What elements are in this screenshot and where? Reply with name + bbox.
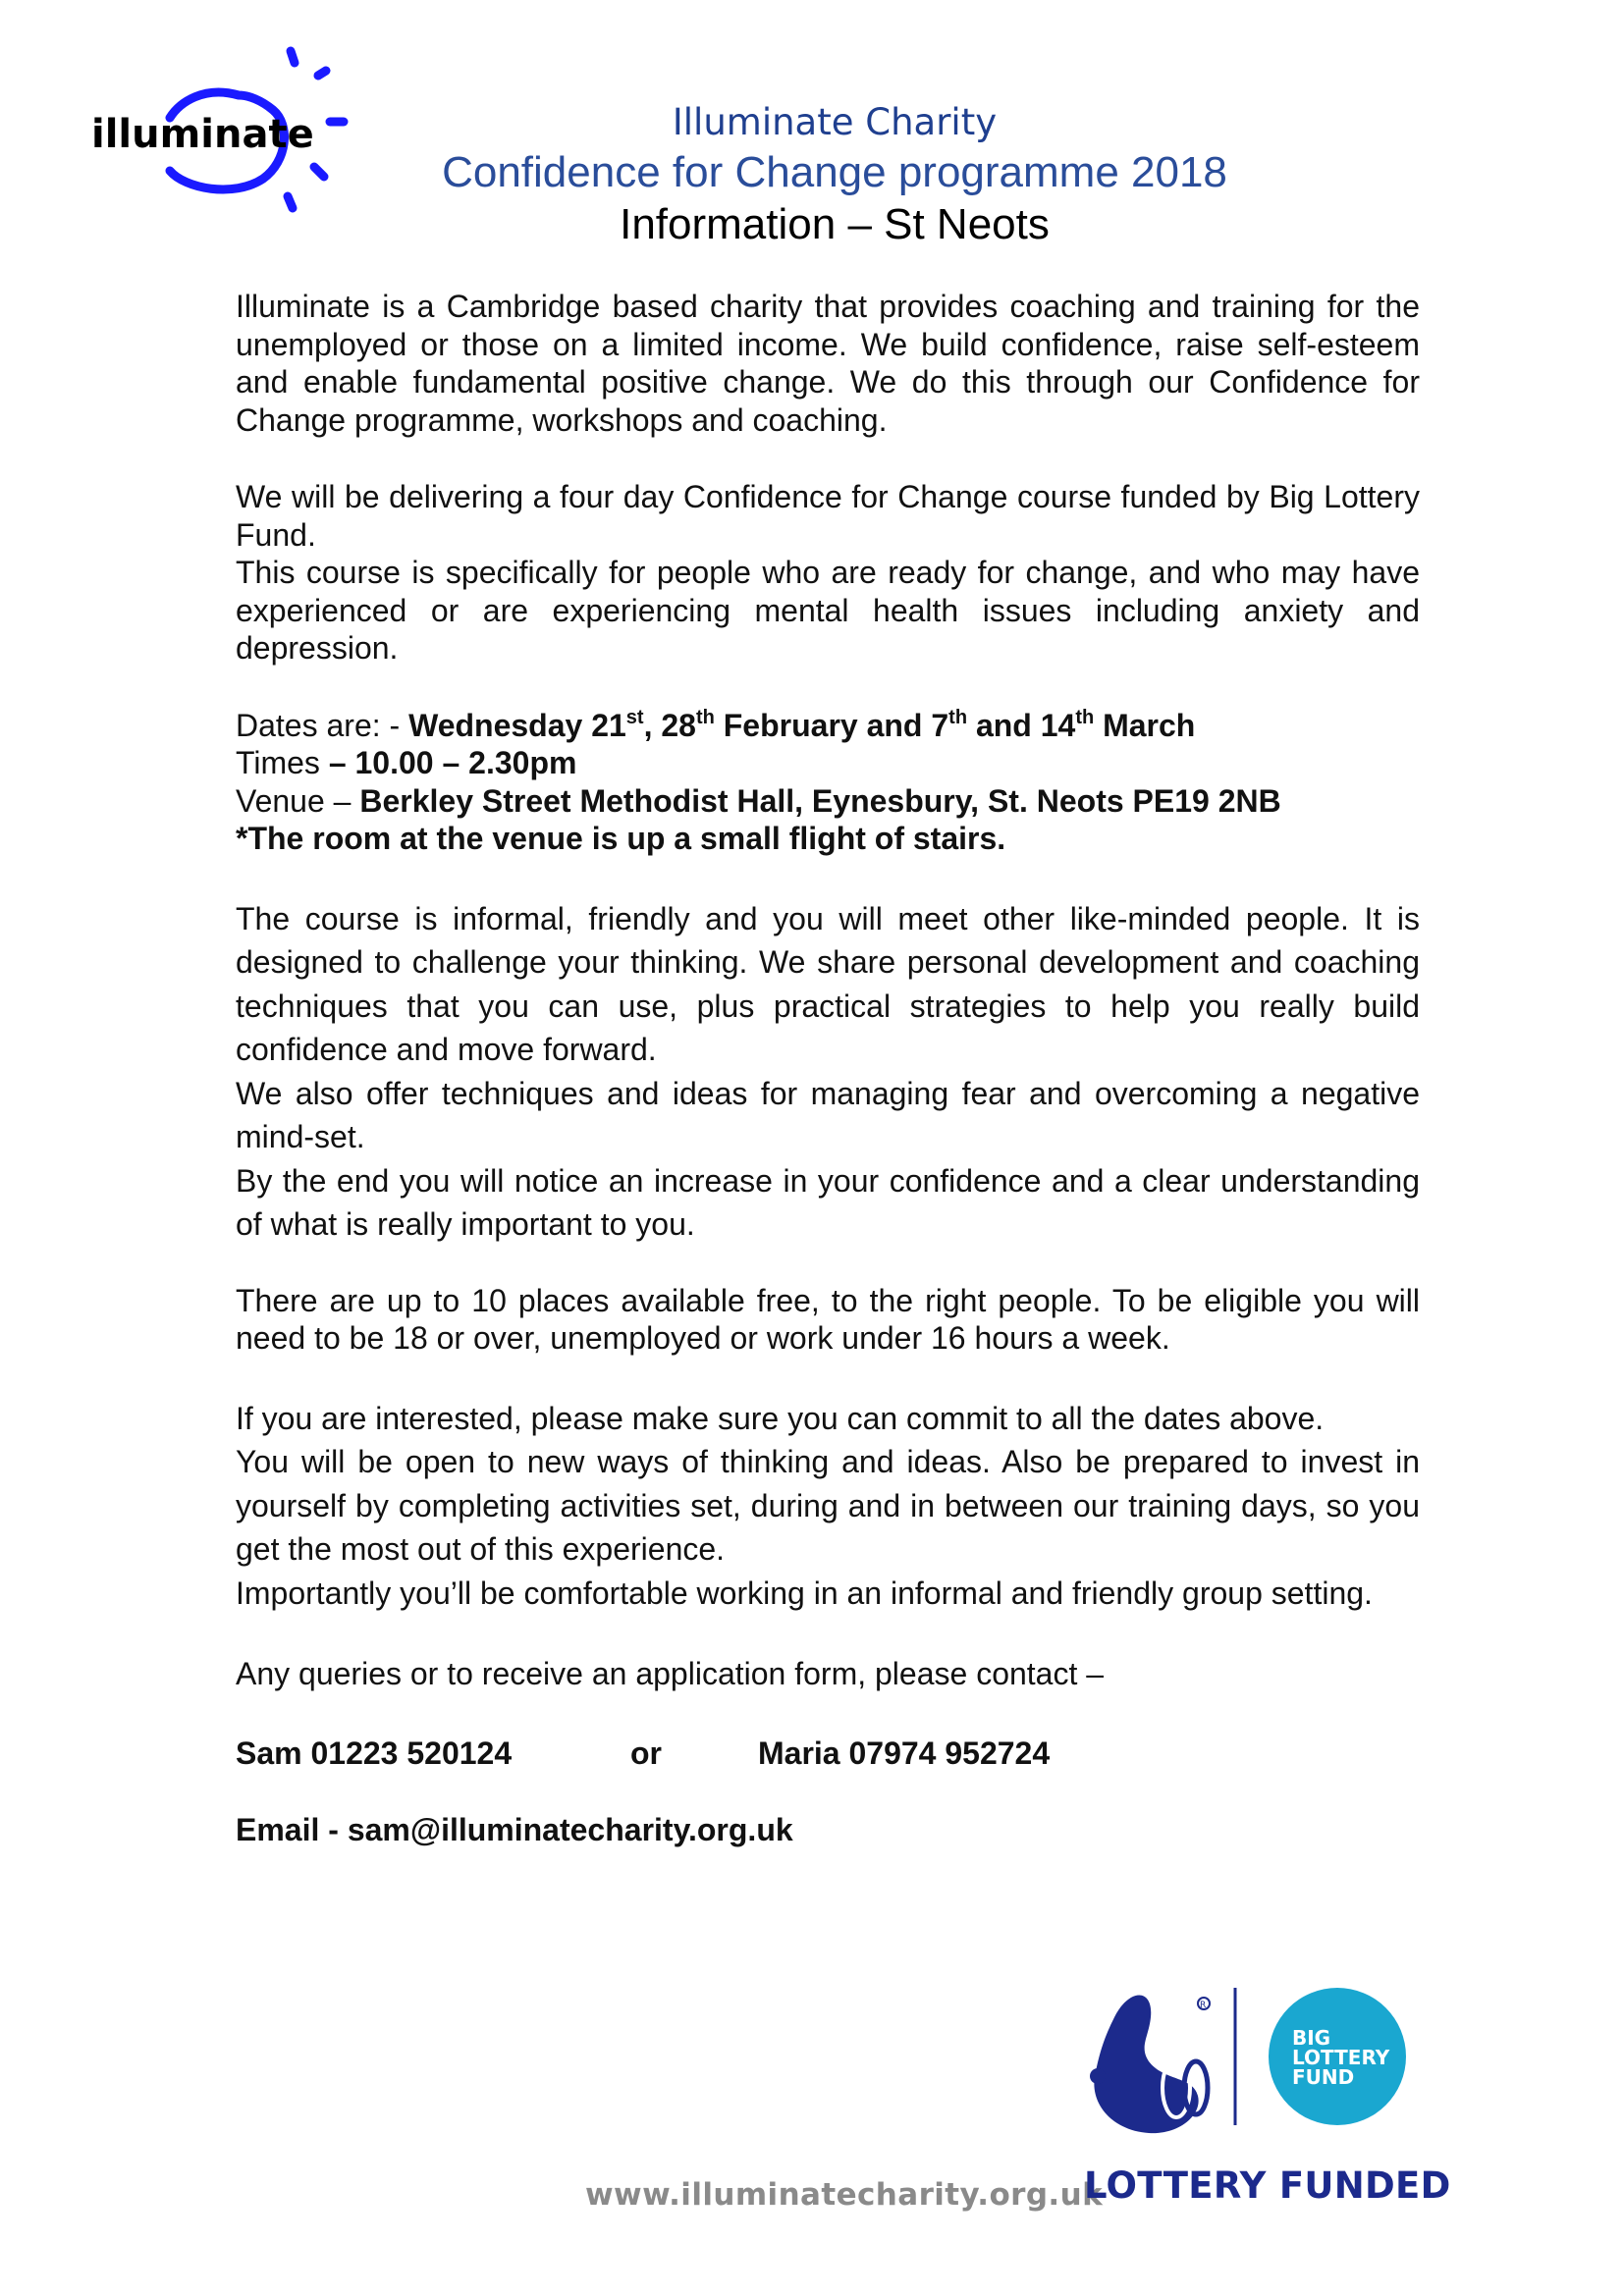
contact-or: or xyxy=(630,1735,662,1771)
venue-label: Venue – xyxy=(236,782,360,819)
info-title: Information – St Neots xyxy=(620,200,1050,248)
commitment-paragraph-1: If you are interested, please make sure you can commit to all the dates above. xyxy=(236,1400,1325,1436)
document-body xyxy=(236,288,1420,1849)
about-paragraph-2: We also offer techniques and ideas for managing fear and overcoming a negative mind-set. xyxy=(236,1075,1420,1154)
footer-url: www.illuminatecharity.org.uk xyxy=(585,2177,1104,2213)
document-header xyxy=(412,98,1257,251)
course-details xyxy=(236,707,1420,858)
contact-maria: Maria 07974 952724 xyxy=(758,1735,1051,1771)
venue-value: Berkley Street Methodist Hall, Eynesbury, St. Neots PE19 2NB xyxy=(359,782,1281,819)
illuminate-logo xyxy=(86,41,361,218)
places-paragraph: There are up to 10 places available free, to the right people. To be eligible you will need to be 18 or over, unemployed or work under 16 hours a week. xyxy=(236,1282,1420,1356)
blf-line-1: BIG xyxy=(1292,2026,1331,2050)
dates-label: Dates are: - xyxy=(236,707,409,743)
contact-intro: Any queries or to receive an application form, please contact – xyxy=(236,1656,1105,1691)
blf-line-3: FUND xyxy=(1292,2065,1355,2089)
lottery-logos xyxy=(1080,1978,1424,2145)
commitment-paragraph-2: You will be open to new ways of thinking and ideas. Also be prepared to invest in yourself by completing activities set, during and in between our training days, so you get the most out of this experience. xyxy=(236,1444,1420,1567)
blf-line-2: LOTTERY xyxy=(1292,2046,1390,2069)
dates-line xyxy=(236,707,1420,745)
course-paragraph-1: We will be delivering a four day Confidence for Change course funded by Big Lottery Fund. xyxy=(236,479,1420,553)
contact-phones xyxy=(236,1734,1420,1773)
contact-sam: Sam 01223 520124 xyxy=(236,1735,513,1771)
logo-wordmark: illuminate xyxy=(91,112,314,157)
contact-email: Email - sam@illuminatecharity.org.uk xyxy=(236,1811,793,1847)
times-label: Times xyxy=(236,745,329,780)
about-paragraph-3: By the end you will notice an increase in your confidence and a clear understanding of what is really important to you. xyxy=(236,1162,1420,1242)
venue-line xyxy=(236,782,1420,821)
course-paragraph-2: This course is specifically for people who are ready for change, and who may have experienced or are experiencing mental health issues including anxiety and depression. xyxy=(236,555,1420,666)
org-title: Illuminate Charity xyxy=(672,101,998,143)
about-paragraph-1: The course is informal, friendly and you will meet other like-minded people. It is designed to challenge your thinking. We share personal development and coaching techniques that you can use, plus practical strategies to help you really build confidence and move forward. xyxy=(236,900,1420,1067)
times-line xyxy=(236,744,1420,782)
venue-note: *The room at the venue is up a small flight of stairs. xyxy=(236,821,1006,856)
intro-paragraph: Illuminate is a Cambridge based charity that provides coaching and training for the unemployed or those on a limited income. We build confidence, raise self-esteem and enable fundamental positive change. We do this through our Confidence for Change programme, workshops and coaching. xyxy=(236,289,1420,438)
dates-value: Wednesday 21st, 28th February and 7th and 14th March xyxy=(408,706,1196,743)
lottery-funded-label: LOTTERY FUNDED xyxy=(1084,2164,1451,2207)
svg-text:R: R xyxy=(1200,2001,1207,2010)
commitment-paragraph-3: Importantly you’ll be comfortable working in an informal and friendly group setting. xyxy=(236,1575,1373,1611)
times-value: – 10.00 – 2.30pm xyxy=(328,745,577,780)
programme-title: Confidence for Change programme 2018 xyxy=(442,148,1227,196)
crossed-fingers-icon xyxy=(1090,1996,1210,2134)
